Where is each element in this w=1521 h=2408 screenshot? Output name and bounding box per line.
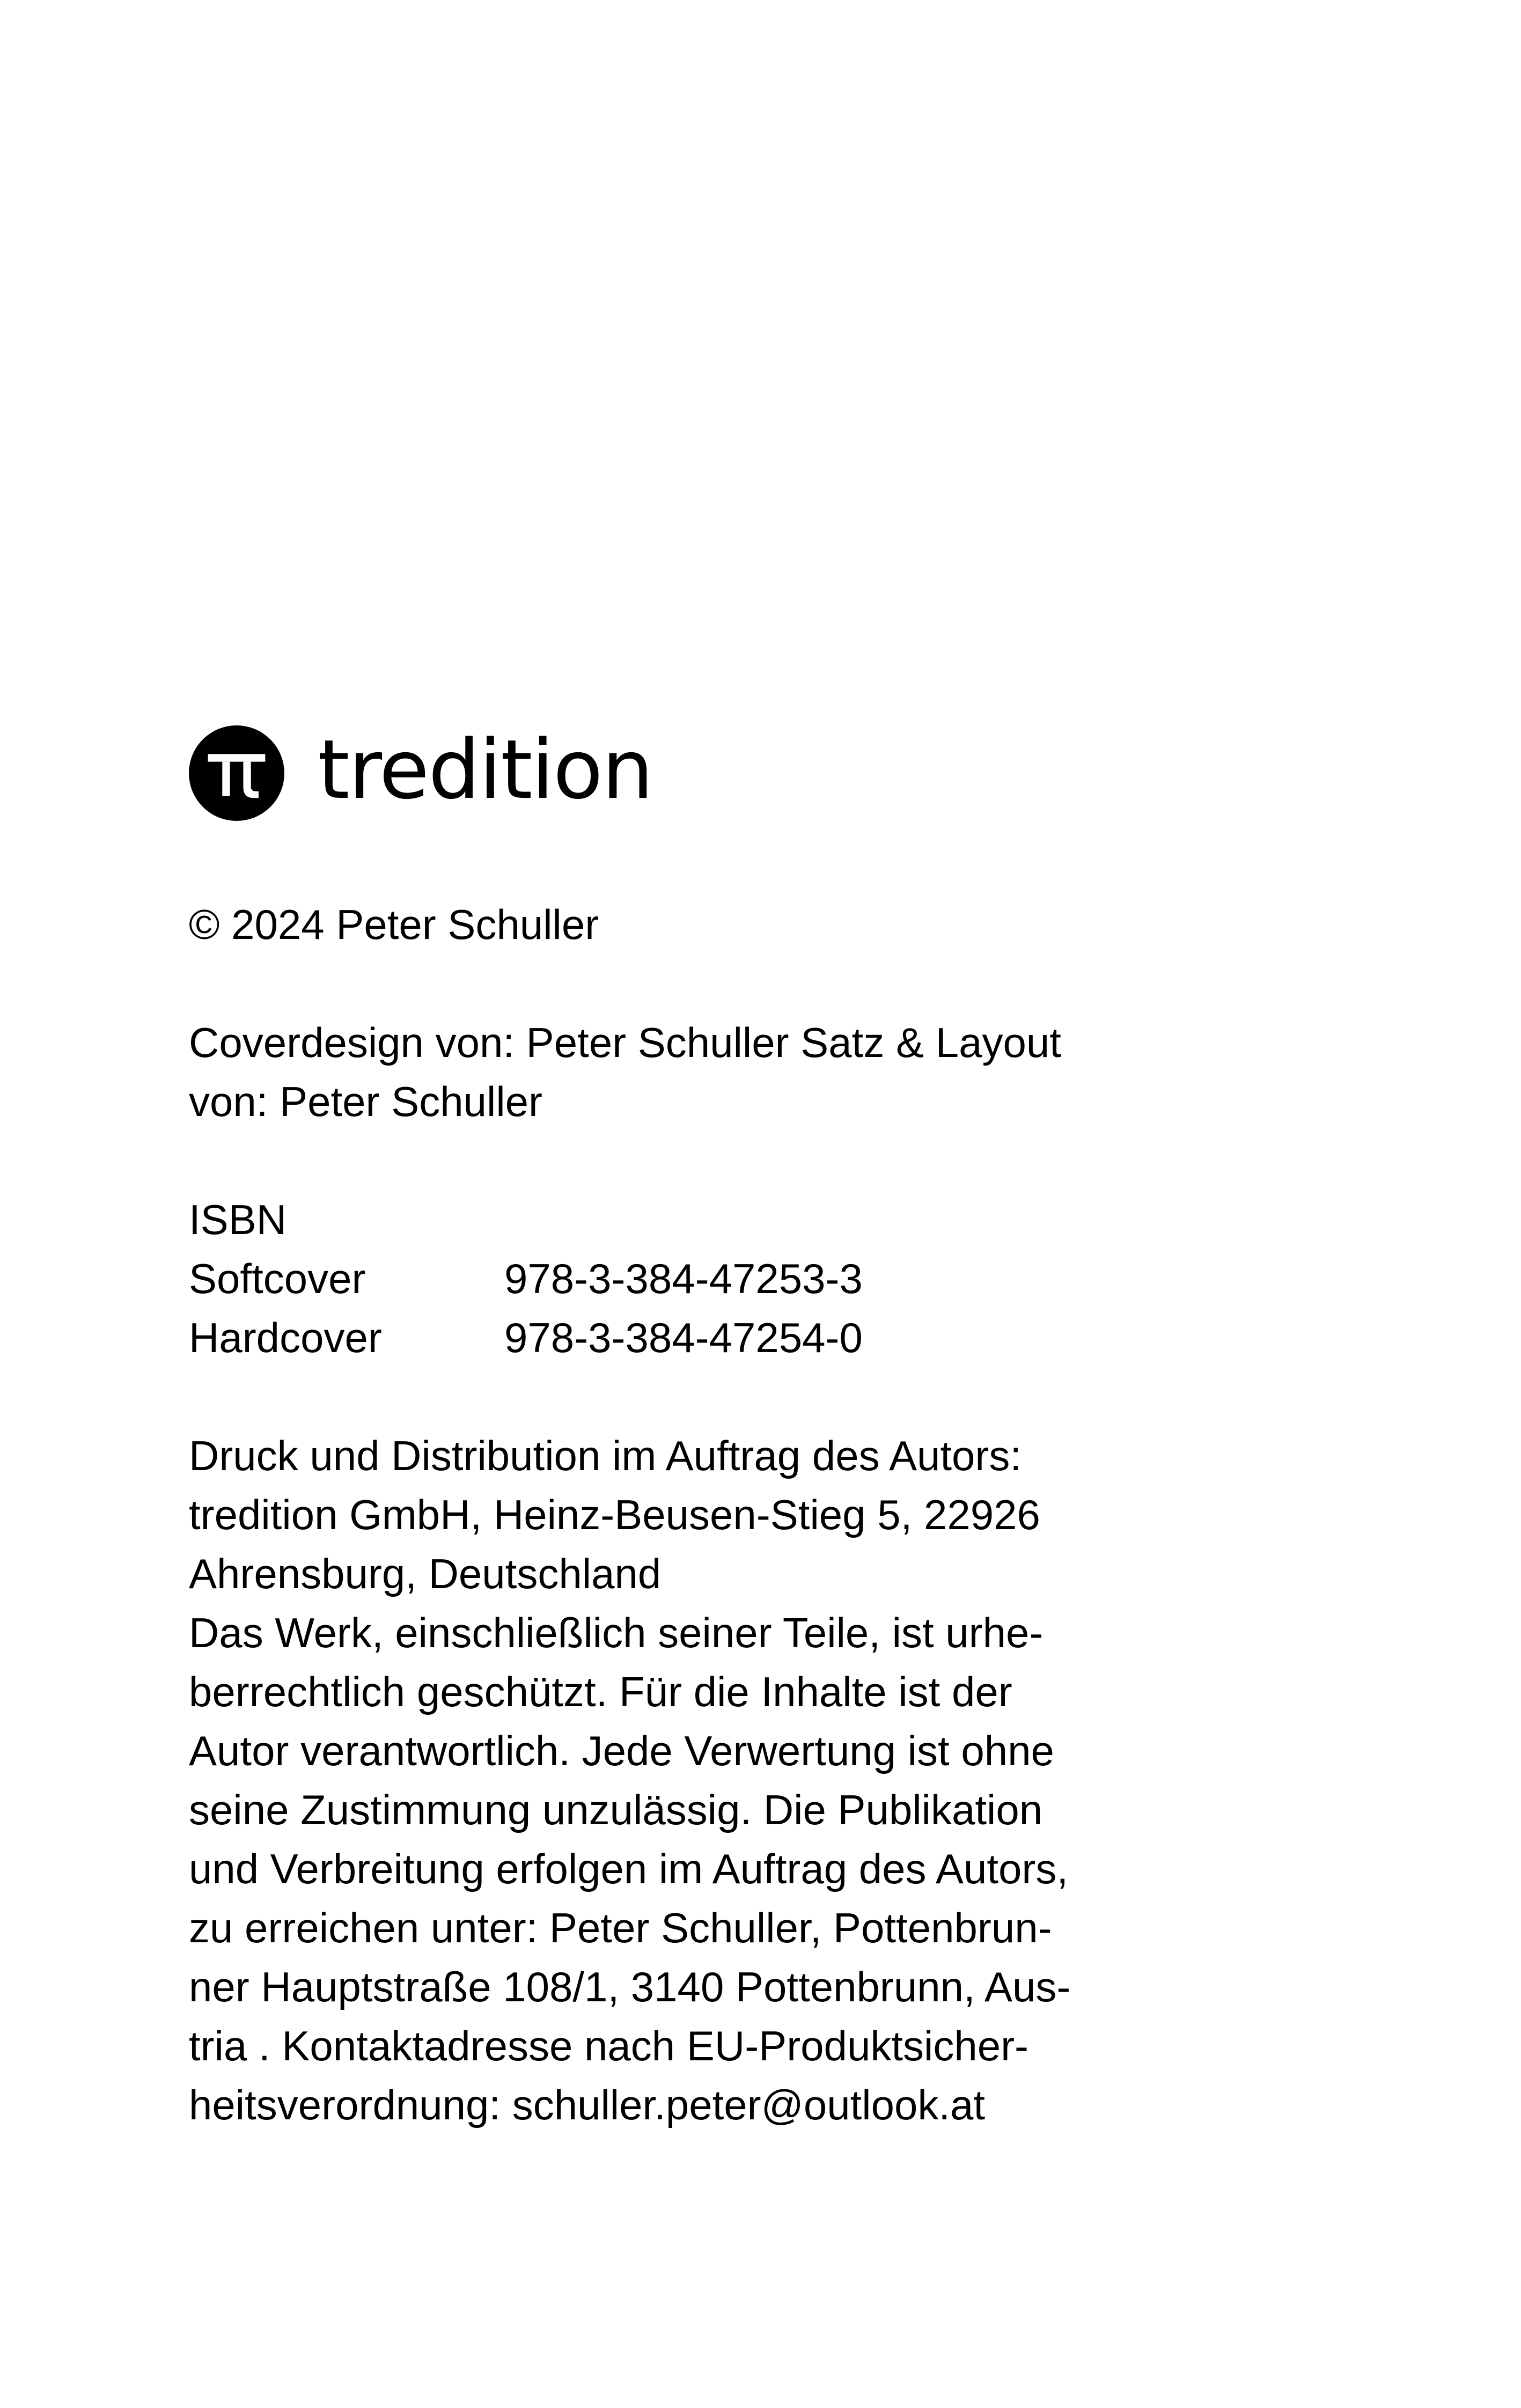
- distribution-line: berrechtlich geschützt. Für die Inhalte ist der: [189, 1668, 1012, 1715]
- distribution-line: Autor verantwortlich. Jede Verwertung ist ohne: [189, 1727, 1054, 1774]
- distribution-line: Das Werk, einschließlich seiner Teile, ist urhe-: [189, 1609, 1044, 1656]
- imprint-text: [189, 895, 1155, 2134]
- distribution-line: tria . Kontaktadresse nach EU-Produktsicher-: [189, 2022, 1029, 2069]
- credits-line: von: Peter Schuller: [189, 1078, 543, 1125]
- isbn-format-label: Softcover: [189, 1255, 366, 1302]
- distribution-line: Druck und Distribution im Auftrag des Autors:: [189, 1432, 1022, 1479]
- credits-line: Coverdesign von: Peter Schuller Satz & Layout: [189, 1019, 1061, 1066]
- distribution-line: tredition GmbH, Heinz-Beusen-Stieg 5, 22926: [189, 1491, 1040, 1538]
- distribution-line: zu erreichen unter: Peter Schuller, Pottenbrun-: [189, 1904, 1052, 1951]
- distribution-line: Ahrensburg, Deutschland: [189, 1550, 662, 1597]
- tredition-emblem-icon: [189, 725, 284, 821]
- isbn-row-softcover: [189, 1249, 1155, 1308]
- distribution-line: heitsverordnung: schuller.peter@outlook.at: [189, 2081, 986, 2128]
- isbn-row-hardcover: [189, 1308, 1155, 1367]
- publisher-logo: [189, 722, 653, 821]
- isbn-number: 978-3-384-47254-0: [504, 1314, 863, 1361]
- isbn-number: 978-3-384-47253-3: [504, 1255, 863, 1302]
- publisher-wordmark: tredition: [318, 722, 653, 817]
- isbn-format-label: Hardcover: [189, 1314, 382, 1361]
- copyright-line: © 2024 Peter Schuller: [189, 901, 599, 948]
- isbn-heading: ISBN: [189, 1196, 287, 1243]
- distribution-line: und Verbreitung erfolgen im Auftrag des Autors,: [189, 1845, 1069, 1892]
- distribution-line: seine Zustimmung unzulässig. Die Publikation: [189, 1786, 1043, 1833]
- distribution-line: ner Hauptstraße 108/1, 3140 Pottenbrunn, Aus-: [189, 1963, 1071, 2010]
